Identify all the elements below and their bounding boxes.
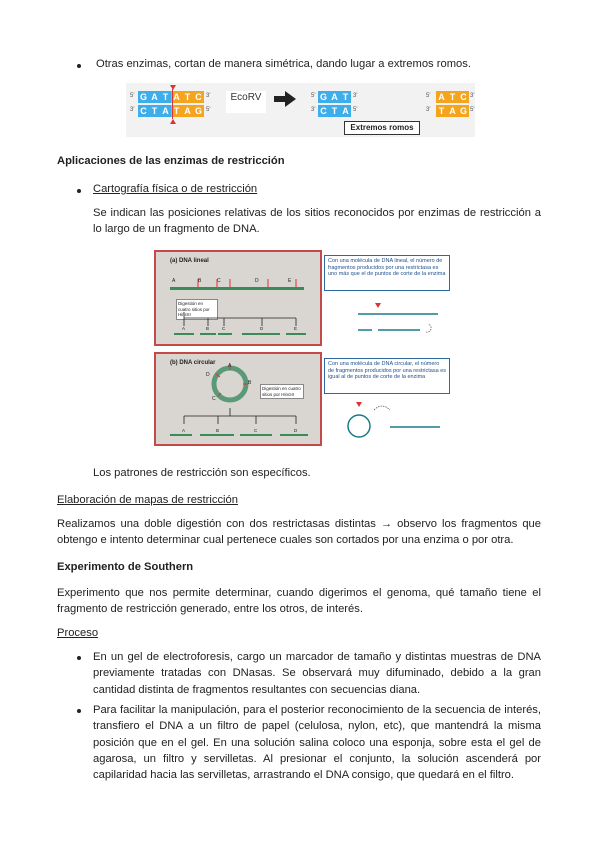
paragraph: Los patrones de restricción son específicos. (93, 467, 311, 479)
bullet-3-text: En un gel de electroforesis, cargo un marcador de tamaño y distintas muestras de DNA previamente tratadas con DNasas. Se observará muy difuminado, debido a la gran cantidad distinta de fragmentos resultantes con secuencias diana. (93, 651, 541, 696)
restriction-map-figure (154, 250, 450, 446)
base: G (139, 92, 147, 102)
circular-cut-illustration (344, 400, 444, 440)
linear-cut-illustration (354, 300, 444, 340)
site-label: E (288, 278, 292, 284)
base: T (149, 105, 160, 117)
base: A (447, 105, 458, 117)
prime-label: 5' (206, 107, 211, 113)
base: T (182, 91, 193, 103)
right-top-strand (436, 91, 469, 103)
base: G (459, 106, 467, 116)
section-title: Experimento de Southern (57, 561, 194, 573)
right-bottom-strand (436, 105, 469, 117)
fragment-label: A (182, 326, 186, 331)
cut-marks-icon (170, 279, 304, 287)
panel-circular-dna (154, 352, 322, 446)
site-label: D (255, 278, 259, 284)
prime-label: 5' (426, 93, 431, 99)
site-label: B (198, 278, 202, 284)
prime-label: 5' (353, 107, 358, 113)
bullet-1-text: Otras enzimas, cortan de manera simétrica, dando lugar a extremos romos. (96, 58, 471, 70)
full-bottom-strand (138, 105, 204, 117)
base: C (458, 91, 469, 103)
paragraph: Experimento que nos permite determinar, cuando digerimos el genoma, qué tamaño tiene el fragmento de restricción generado, entre los otros, de interés. (57, 587, 541, 616)
circular-site-label: D (206, 372, 210, 378)
base: A (340, 105, 351, 117)
fragment-label: B (206, 326, 210, 331)
base: T (329, 105, 340, 117)
base: T (340, 91, 351, 103)
prime-label: 3' (353, 93, 358, 99)
fragment-labels (170, 326, 310, 332)
blunt-ends-caption: Extremos romos (344, 121, 420, 135)
base: T (436, 105, 447, 117)
arrow-right-icon (274, 91, 296, 107)
base: A (149, 91, 160, 103)
base: T (160, 91, 171, 103)
panel-linear-dna (154, 250, 322, 346)
site-label: A (172, 278, 176, 284)
base: C (318, 105, 329, 117)
section-title: Aplicaciones de las enzimas de restricción (57, 155, 285, 167)
cut-marker-icon (170, 119, 176, 124)
fragment-label: D (294, 428, 298, 433)
prime-label: 3' (206, 93, 211, 99)
fragment-label: B (216, 428, 220, 433)
circular-site-label: B (248, 380, 252, 386)
prime-label: 5' (130, 93, 135, 99)
fragment-label: A (182, 428, 186, 433)
base: G (319, 92, 327, 102)
section-title: Proceso (57, 627, 99, 639)
bullet-4-text: Para facilitar la manipulación, para el posterior reconocimiento de la secuencia de interés, transfiero el DNA a un filtro de papel (celulosa, nylon, etc), que mantendrá la misma posición que en el gel. En una solución salina coloco una esponja, sobre esta el gel de agarosa, un filtro y servilletas. Al presionar el conjunto, la solución ascenderá por capilaridad hacia las servilletas, arrastrando el DNA consigo, que quedará en el filtro. (93, 704, 541, 782)
fragment-label: C (254, 428, 258, 433)
fragment-label: C (222, 326, 226, 331)
bullet-dot (77, 656, 81, 660)
paragraph: Se indican las posiciones relativas de los sitios reconocidos por enzimas de restricción a lo largo de un fragmento de DNA. (93, 207, 541, 236)
base: A (436, 91, 447, 103)
digest-label: Digestión en cuatro sitios por HincIII (260, 384, 304, 399)
cut-line-icon (172, 89, 173, 119)
bullet-dot (77, 709, 81, 713)
cut-marker-icon (170, 85, 176, 90)
base: G (194, 106, 202, 116)
base: A (171, 91, 182, 103)
fragment-label: E (294, 326, 298, 331)
prime-label: 3' (470, 93, 475, 99)
left-top-strand (318, 91, 351, 103)
left-bottom-strand (318, 105, 351, 117)
base: A (160, 105, 171, 117)
info-linear: Con una molécula de DNA lineal, el número de fragmentos producidos por una restrictasa es uno más que el de puntos de corte de la enzima (324, 255, 450, 291)
base: T (171, 105, 182, 117)
panel-title: (b) DNA circular (170, 360, 216, 366)
prime-label: 3' (311, 107, 316, 113)
digest-label: Digestión en cuatro sitios por HincIII (176, 299, 218, 320)
bullet-dot (77, 189, 81, 193)
base: A (329, 91, 340, 103)
base: C (193, 91, 204, 103)
fragment-label: D (260, 326, 264, 331)
full-top-strand (138, 91, 204, 103)
info-circular: Con una molécula de DNA circular, el número de fragmentos producidos por una restrictasa es igual al de puntos de corte de la enzima (324, 358, 450, 394)
site-label: C (217, 278, 221, 284)
prime-label: 3' (130, 107, 135, 113)
fragment-tree (170, 312, 310, 336)
base: T (447, 91, 458, 103)
bullet-dot (77, 64, 81, 68)
base: C (138, 105, 149, 117)
paragraph: Realizamos una doble digestión con dos restrictasas distintas → observo los fragmentos que obtengo e intento determinar cual pertenece cuales son cortados por una enzima o por otra. (57, 518, 541, 547)
base: A (182, 105, 193, 117)
prime-label: 3' (426, 107, 431, 113)
fragment-labels (170, 428, 310, 434)
prime-label: 5' (311, 93, 316, 99)
panel-title: (a) DNA lineal (170, 258, 209, 264)
prime-label: 5' (470, 107, 475, 113)
circular-site-label: A (228, 363, 232, 369)
section-title: Elaboración de mapas de restricción (57, 494, 238, 506)
circular-site-label: C (212, 396, 216, 402)
ecorv-diagram (126, 83, 475, 137)
bullet-2-text: Cartografía física o de restricción (93, 183, 258, 195)
enzyme-label: EcoRV (226, 91, 266, 113)
dna-bar (170, 287, 304, 290)
